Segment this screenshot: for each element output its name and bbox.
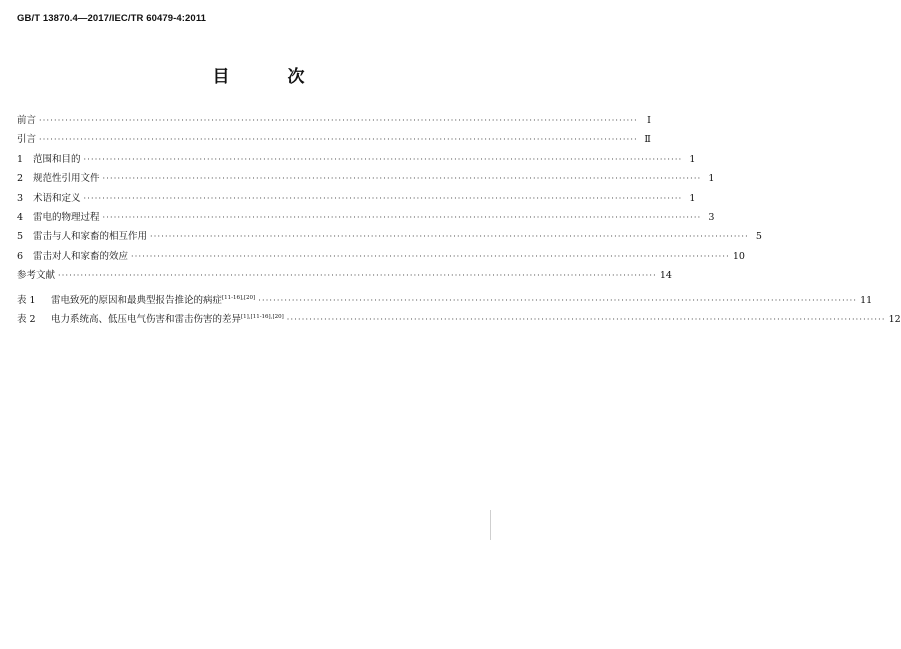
toc-entry-number: 2: [17, 173, 24, 185]
toc-entry-introduction[interactable]: [17, 131, 651, 150]
document-header: GB/T 13870.4—2017/IEC/TR 60479-4:2011: [17, 13, 207, 24]
toc-entry-page: Ⅱ: [644, 134, 651, 146]
list-of-tables: [17, 292, 901, 331]
toc-entry-label: 范围和目的: [33, 153, 81, 165]
toc-entry-bibliography[interactable]: [17, 267, 672, 286]
table-entry-page: 12: [888, 314, 901, 326]
toc-entry-label: 参考文献: [17, 270, 56, 282]
toc-entry-number: 1: [17, 153, 24, 165]
toc-leader-dots: ································································································································································: [102, 212, 702, 222]
toc-entry-4[interactable]: [17, 209, 715, 228]
toc-entry-page: 5: [755, 231, 762, 243]
toc-entry-3[interactable]: [17, 190, 696, 209]
toc-leader-dots: ································································································································································: [39, 135, 638, 145]
toc-entry-page: Ⅰ: [647, 115, 651, 126]
table-entry-2[interactable]: [17, 311, 901, 330]
toc-leader-dots: ································································································································································: [83, 154, 683, 164]
toc-leader-dots: ································································································································································: [102, 174, 702, 184]
toc-entry-page: 1: [708, 173, 715, 185]
toc-entry-label: 规范性引用文件: [33, 173, 100, 185]
toc-leader-dots: ································································································································································: [131, 251, 730, 261]
toc-entry-foreword[interactable]: [17, 112, 651, 131]
scan-artifact-line: [490, 510, 491, 540]
table-entry-reference: [11-16],[20]: [222, 295, 256, 301]
table-entry-label: 电力系统高、低压电气伤害和雷击伤害的差异[1],[11-16],[20]: [51, 314, 284, 326]
table-entry-1[interactable]: [17, 292, 873, 311]
toc-entry-5[interactable]: [17, 228, 762, 247]
toc-entry-number: 6: [17, 250, 24, 262]
toc-entry-label: 雷击对人和家畜的效应: [33, 250, 129, 262]
table-entry-label: 雷电致死的原因和最典型报告推论的病症[11-16],[20]: [51, 295, 256, 306]
toc-leader-dots: ································································································································································: [58, 271, 657, 281]
toc-entry-page: 14: [659, 270, 672, 282]
toc-entry-6[interactable]: [17, 248, 745, 267]
toc-entry-page: 3: [708, 211, 715, 223]
toc-entry-number: 3: [17, 192, 24, 204]
toc-entry-label: 前言: [17, 115, 37, 126]
toc-entry-number: 4: [17, 211, 24, 223]
toc-entry-page: 10: [732, 250, 745, 262]
toc-entry-number: 5: [17, 231, 24, 243]
page-title: 目 次: [212, 67, 331, 87]
toc-leader-dots: ································································································································································: [150, 232, 749, 242]
table-of-contents: [17, 112, 762, 287]
toc-leader-dots: ································································································································································: [83, 193, 683, 203]
toc-leader-dots: ································································································································································: [286, 315, 886, 325]
toc-entry-page: 1: [689, 192, 696, 204]
toc-entry-label: 术语和定义: [33, 192, 81, 204]
table-entry-reference: [1],[11-16],[20]: [241, 314, 284, 321]
toc-leader-dots: ································································································································································: [258, 296, 858, 305]
toc-entry-label: 雷击与人和家畜的相互作用: [33, 231, 148, 243]
toc-entry-page: 1: [689, 153, 696, 165]
toc-entry-label: 引言: [17, 134, 37, 146]
toc-entry-label: 雷电的物理过程: [33, 211, 100, 223]
table-entry-number: 表 1: [17, 295, 36, 306]
toc-entry-1[interactable]: [17, 151, 696, 170]
table-entry-page: 11: [860, 295, 873, 306]
toc-leader-dots: ································································································································································: [39, 116, 638, 125]
table-entry-number: 表 2: [17, 314, 36, 326]
toc-entry-2[interactable]: [17, 170, 715, 189]
